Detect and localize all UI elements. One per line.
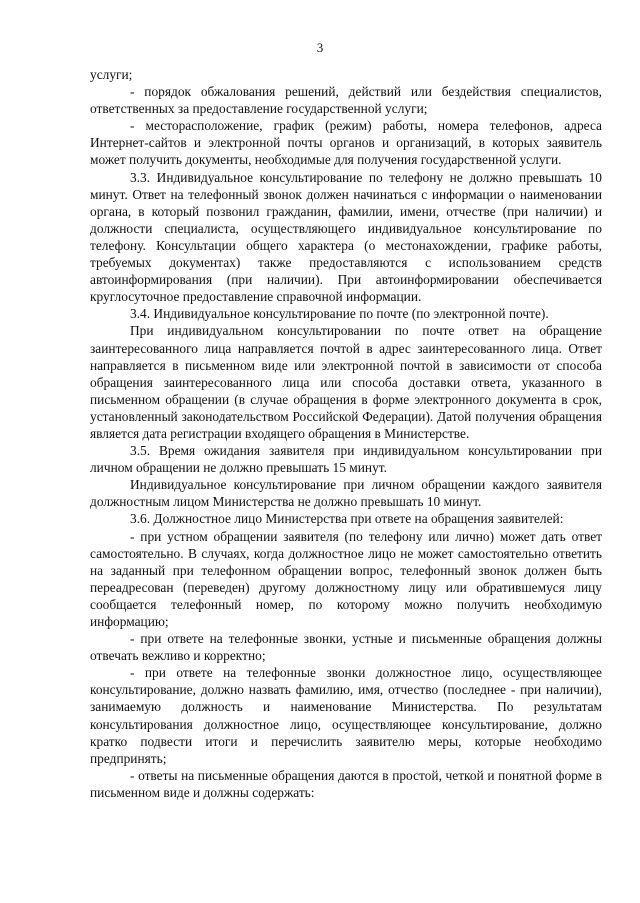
paragraph-continuation: услуги; (90, 67, 133, 82)
paragraph-appeal-procedure: - порядок обжалования решений, действий или бездействия специалистов, ответственных за предоставление государственной услуги; (90, 84, 602, 117)
paragraph-personal-consulting-time: Индивидуальное консультирование при личном обращении каждого заявителя должностным лицом Министерства не должно превышать 10 минут. (90, 477, 602, 510)
paragraph-oral-appeal: - при устном обращении заявителя (по телефону или лично) может дать ответ самостоятельно. В случаях, когда должностное лицо не может самостоятельно ответить на заданный при телефонном обращении вопрос, телефонный звонок должен быть переадресован (переведен) другому должностному лицу или обратившемуся лицу сообщается телефонный номер, по которому можно получить необходимую информацию; (90, 528, 602, 629)
paragraph-mail-consulting-details: При индивидуальном консультировании по почте ответ на обращение заинтересованного лица направляется почтой в адрес заинтересованного лица. Ответ направляется в письменном виде или электронной почтой в зависимости от способа обращения заинтересованного лица или способа доставки ответа, указанного в письменном обращении (в случае обращения в форме электронного документа в срок, установленный законодательством Российской Федерации). Датой получения обращения является дата регистрации входящего обращения в Министерстве. (90, 323, 602, 441)
paragraph-phone-answer-rules: - при ответе на телефонные звонки должностное лицо, осуществляющее консультирование, должно назвать фамилию, имя, отчество (последнее - при наличии), занимаемую должность и наименование Министерства. По результатам консультирования должностное лицо, осуществляющее консультирование, должно кратко подвести итоги и перечислить заявителю меры, которые необходимо предпринять; (90, 665, 602, 766)
paragraph-written-answers: - ответы на письменные обращения даются в простой, четкой и понятной форме в письменном виде и должны содержать: (90, 767, 602, 800)
paragraph-polite-answers: - при ответе на телефонные звонки, устные и письменные обращения должны отвечать вежливо и корректно; (90, 631, 602, 664)
paragraph-3-3-phone-consulting: 3.3. Индивидуальное консультирование по телефону не должно превышать 10 минут. Ответ на телефонный звонок должен начинаться с информации о наименовании органа, в который позвонил гражданин, фамилии, имени, отчестве (при наличии) и должности специалиста, осуществляющего индивидуальное консультирование по телефону. Консультации общего характера (о местонахождении, графике работы, требуемых документах) также предоставляются с использованием средств автоинформирования (при наличии). При автоинформировании обеспечивается круглосуточное предоставление справочной информации. (90, 169, 602, 305)
paragraph-location-info: - месторасположение, график (режим) работы, номера телефонов, адреса Интернет-сайтов и электронной почты органов и организаций, в которых заявитель может получить документы, необходимые для получения государственной услуги. (90, 118, 602, 168)
paragraph-3-4-mail-consulting: 3.4. Индивидуальное консультирование по почте (по электронной почте). (130, 306, 549, 322)
paragraph-3-6-official-duties: 3.6. Должностное лицо Министерства при ответе на обращения заявителей: (130, 511, 564, 527)
paragraph-3-5-waiting-time: 3.5. Время ожидания заявителя при индивидуальном консультировании при личном обращении не должно превышать 15 минут. (90, 443, 602, 476)
document-body (90, 66, 602, 801)
page-number: 3 (316, 40, 324, 55)
